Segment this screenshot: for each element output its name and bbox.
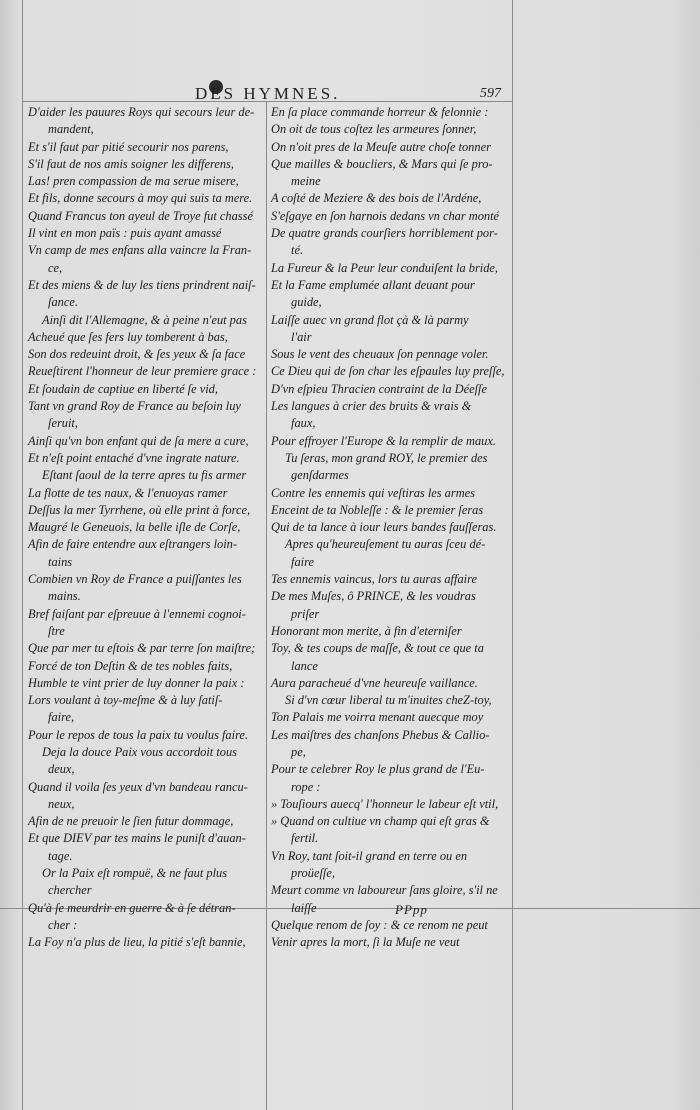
verse-line: ſeruit, bbox=[48, 416, 78, 431]
verse-line: Sous le vent des cheuaux ſon pennage voler. bbox=[271, 347, 489, 362]
verse-line: Et ſoudain de captiue en liberté ſe vid, bbox=[28, 381, 218, 396]
verse-line: Las! pren compassion de ma serue misere, bbox=[28, 174, 239, 189]
verse-line: La Foy n'a plus de lieu, la pitié s'eſt bannie, bbox=[28, 935, 246, 950]
verse-line: Ainſi qu'vn bon enfant qui de ſa mere a cure, bbox=[28, 433, 249, 448]
verse-line: Pour le repos de tous la paix tu voulus faire. bbox=[28, 727, 249, 742]
verse-line: ſance. bbox=[48, 295, 78, 310]
page-number: 597 bbox=[480, 86, 501, 101]
verse-line: mandent, bbox=[48, 122, 94, 137]
verse-line: l'air bbox=[291, 329, 312, 344]
verse-line: Et n'eſt point entaché d'vne ingrate nature. bbox=[28, 450, 240, 465]
verse-line: meine bbox=[291, 174, 321, 189]
verse-line: Apres qu'heureuſement tu auras ſceu dé- bbox=[285, 537, 486, 552]
verse-line: En ſa place commande horreur & felonnie : bbox=[271, 105, 489, 119]
verse-line: D'aider les pauures Roys qui secours leur de- bbox=[28, 105, 255, 119]
verse-line: neux, bbox=[48, 796, 75, 811]
verse-line: faux, bbox=[291, 416, 316, 431]
verse-line: Si d'vn cœur liberal tu m'inuites cheZ-toy, bbox=[285, 693, 492, 708]
verse-line: Que par mer tu eſtois & par terre ſon maiſtre; bbox=[28, 641, 256, 656]
verse-line: Tu ſeras, mon grand ROY, le premier des bbox=[285, 450, 488, 465]
verse-line: On n'oit pres de la Meuſe autre choſe tonner bbox=[271, 139, 491, 154]
verse-line: Forcé de ton Deſtin & de tes nobles faits, bbox=[28, 658, 233, 673]
verse-line: Et des miens & de luy les tiens prindrent naiſ- bbox=[28, 277, 256, 292]
verse-line: Or la Paix eſt rompuë, & ne faut plus bbox=[42, 866, 228, 881]
verse-line: Honorant mon merite, à fin d'eterniſer bbox=[271, 623, 462, 638]
verse-line: fertil. bbox=[291, 831, 319, 846]
verse-line: lance bbox=[291, 658, 318, 673]
right-text-column bbox=[271, 104, 507, 952]
verse-line: guide, bbox=[291, 295, 322, 310]
verse-line: ce, bbox=[48, 260, 63, 275]
verse-line: Humble te vint prier de luy donner la paix : bbox=[28, 675, 245, 690]
verse-line: D'vn eſpieu Thracien contraint de la Déeſſe bbox=[271, 381, 487, 396]
verse-line: Venir apres la mort, ſi la Muſe ne veut bbox=[271, 935, 460, 950]
verse-line: Il vint en mon païs : puis ayant amassé bbox=[28, 226, 222, 241]
right-margin-rule bbox=[512, 0, 513, 1110]
verse-line: Pour effroyer l'Europe & la remplir de maux. bbox=[271, 433, 496, 448]
verse-line: Contre les ennemis qui veſtiras les armes bbox=[271, 485, 475, 500]
verse-line: Quand il voila ſes yeux d'vn bandeau rancu- bbox=[28, 779, 248, 794]
column-divider-rule bbox=[266, 101, 267, 1110]
verse-line: Tes ennemis vaincus, lors tu auras affaire bbox=[271, 572, 477, 587]
verse-line: Bref faiſant par eſpreuue à l'ennemi cognoi- bbox=[28, 606, 246, 621]
verse-line: Pour te celebrer Roy le plus grand de l'Eu- bbox=[271, 762, 485, 777]
verse-line: Afin de faire entendre aux eſtrangers loin- bbox=[28, 537, 237, 552]
verse-line: Son dos redeuint droit, & ſes yeux & ſa face bbox=[28, 347, 246, 362]
verse-line: Aura paracheué d'vne heureuſe vaillance. bbox=[271, 675, 478, 690]
verse-line: Reueſtirent l'honneur de leur premiere grace : bbox=[28, 364, 257, 379]
verse-line: ſtre bbox=[48, 623, 65, 638]
verse-line: La flotte de tes naux, & l'enuoyas ramer bbox=[28, 485, 228, 500]
verse-line: Deja la douce Paix vous accordoit tous bbox=[42, 744, 237, 759]
verse-line: Vn Roy, tant ſoit-il grand en terre ou en bbox=[271, 848, 468, 863]
verse-line: Laiſſe auec vn grand flot çà & là parmy bbox=[271, 312, 469, 327]
verse-line: Ainſi dit l'Allemagne, & à peine n'eut pas bbox=[42, 312, 247, 327]
verse-line: Lors voulant à toy-meſme & à luy ſatiſ- bbox=[28, 693, 223, 708]
verse-line: Et s'il faut par pitié secourir nos parens, bbox=[28, 139, 229, 154]
verse-line: Ce Dieu qui de ſon char les eſpaules luy preſſe, bbox=[271, 364, 505, 379]
verse-line: Les langues à crier des bruits & vrais & bbox=[271, 399, 472, 414]
verse-line: » Touſiours auecq' l'honneur le labeur eſt vtil, bbox=[271, 796, 499, 811]
verse-line: Qui de ta lance à iour leurs bandes fauſſeras. bbox=[271, 520, 497, 535]
verse-line: Combien vn Roy de France a puiſſantes les bbox=[28, 572, 242, 587]
verse-line: Deſſus la mer Tyrrhene, où elle print à force, bbox=[28, 502, 251, 517]
verse-line: Toy, & tes coups de maſſe, & tout ce que ta bbox=[271, 641, 484, 656]
verse-line: Tant vn grand Roy de France au beſoin luy bbox=[28, 399, 241, 414]
verse-line: proüeſſe, bbox=[291, 866, 335, 881]
verse-line: tage. bbox=[48, 848, 73, 863]
verse-line: S'eſgaye en ſon harnois dedans vn char monté bbox=[271, 208, 500, 223]
signature-mark: PPpp bbox=[395, 902, 428, 917]
verse-line: S'il faut de nos amis soigner les differens, bbox=[28, 156, 234, 171]
verse-line: priſer bbox=[291, 606, 320, 621]
verse-line: Qu'à ſe meurdrir en guerre & à ſe détran- bbox=[28, 900, 236, 915]
verse-line: Les maiſtres des chanſons Phebus & Callio- bbox=[271, 727, 490, 742]
verse-line: Acheué que ſes fers luy tomberent à bas, bbox=[28, 329, 228, 344]
verse-line: De quatre grands courſiers horriblement por- bbox=[271, 226, 498, 241]
verse-line: On oit de tous coſtez les armeures ſonner, bbox=[271, 122, 477, 137]
verse-line: Quelque renom de ſoy : & ce renom ne peut bbox=[271, 917, 488, 932]
verse-line: mains. bbox=[48, 589, 81, 604]
verse-line: Afin de ne preuoir le ſien futur dommage, bbox=[28, 814, 234, 829]
verse-line: Et la Fame emplumée allant deuant pour bbox=[271, 277, 475, 292]
verse-line: chercher bbox=[48, 883, 92, 898]
verse-line: Que mailles & boucliers, & Mars qui ſe pro- bbox=[271, 156, 493, 171]
verse-line: rope : bbox=[291, 779, 321, 794]
verse-line: Quand Francus ton ayeul de Troye fut chassé bbox=[28, 208, 253, 223]
verse-line: A coſté de Meziere & des bois de l'Ardéne, bbox=[271, 191, 482, 206]
verse-line: Et fils, donne secours à moy qui suis ta mere. bbox=[28, 191, 253, 206]
verse-line: faire bbox=[291, 554, 314, 569]
verse-line: genſdarmes bbox=[291, 468, 349, 483]
verse-line: cher : bbox=[48, 917, 78, 932]
verse-line: té. bbox=[291, 243, 304, 258]
verse-line: pe, bbox=[291, 744, 306, 759]
verse-line: Et que DIEV par tes mains le puniſt d'auan- bbox=[28, 831, 246, 846]
left-text-column bbox=[28, 104, 264, 952]
verse-line: Vn camp de mes enfans alla vaincre la Fran- bbox=[28, 243, 252, 258]
verse-line: Meurt comme vn laboureur ſans gloire, s'il ne bbox=[271, 883, 498, 898]
running-title: DES HYMNES. bbox=[195, 84, 341, 103]
verse-line: Eſtant ſaoul de la terre apres tu fis armer bbox=[42, 468, 247, 483]
verse-line: Enceint de ta Nobleſſe : & le premier ſeras bbox=[271, 502, 484, 517]
verse-line: tains bbox=[48, 554, 73, 569]
verse-line: De mes Muſes, ô PRINCE, & les voudras bbox=[271, 589, 476, 604]
verse-line: La Fureur & la Peur leur conduiſent la bride, bbox=[271, 260, 499, 275]
verse-line: faire, bbox=[48, 710, 75, 725]
verse-line: deux, bbox=[48, 762, 75, 777]
verse-line: Ton Palais me voirra menant auecque moy bbox=[271, 710, 484, 725]
verse-line: laiſſe bbox=[291, 900, 317, 915]
verse-line: Maugré le Geneuois, la belle iſle de Corſe, bbox=[28, 520, 241, 535]
verse-line: » Quand on cultiue vn champ qui eſt gras & bbox=[271, 814, 490, 829]
left-margin-rule bbox=[22, 0, 23, 1110]
